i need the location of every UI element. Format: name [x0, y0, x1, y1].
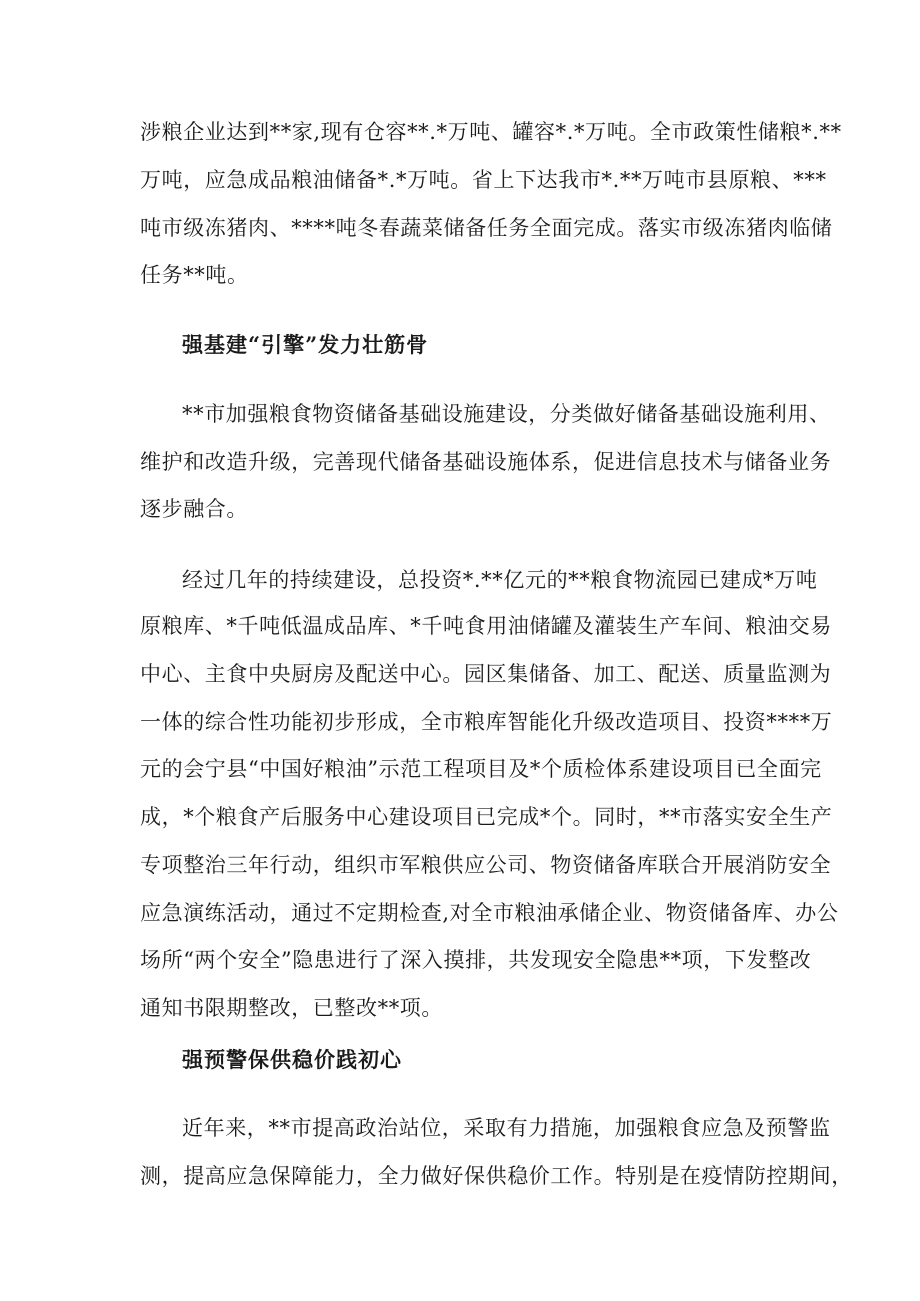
paragraph-1-line-2: 万吨，应急成品粮油储备*.*万吨。省上下达我市*.**万吨市县原粮、***: [140, 168, 827, 192]
paragraph-2-line-3: 逐步融合。: [140, 497, 248, 521]
paragraph-3-line-5: 元的会宁县“中国好粮油”示范工程项目及*个质检体系建设项目已全面完: [140, 757, 822, 781]
paragraph-1-line-3: 吨市级冻猪肉、****吨冬春蔬菜储备任务全面完成。落实市级冻猪肉临储: [140, 216, 833, 240]
paragraph-3-line-6: 成，*个粮食产后服务中心建设项目已完成*个。同时，**市落实安全生产: [140, 805, 833, 829]
paragraph-4-line-1: 近年来，**市提高政治站位，采取有力措施，加强粮食应急及预警监: [182, 1116, 831, 1140]
paragraph-2-line-2: 维护和改造升级，完善现代储备基础设施体系，促进信息技术与储备业务: [140, 450, 832, 474]
paragraph-3-line-4: 一体的综合性功能初步形成，全市粮库智能化升级改造项目、投资****万: [140, 710, 833, 734]
section-heading-early-warning: 强预警保供稳价践初心: [182, 1047, 402, 1072]
paragraph-3-line-8: 应急演练活动，通过不定期检查,对全市粮油承储企业、物资储备库、办公: [140, 901, 839, 925]
paragraph-3-line-2: 原粮库、*千吨低温成品库、*千吨食用油储罐及灌装生产车间、粮油交易: [140, 614, 832, 638]
paragraph-3-line-3: 中心、主食中央厨房及配送中心。园区集储备、加工、配送、质量监测为: [140, 662, 832, 686]
section-heading-infrastructure: 强基建“引擎”发力壮筋骨: [182, 332, 429, 357]
paragraph-1-line-1: 涉粮企业达到**家,现有仓容**.*万吨、罐容*.*万吨。全市政策性储粮*.**: [140, 120, 842, 144]
paragraph-3-line-7: 专项整治三年行动，组织市军粮供应公司、物资储备库联合开展消防安全: [140, 853, 832, 877]
paragraph-1-line-4: 任务**吨。: [140, 263, 249, 287]
paragraph-3-line-1: 经过几年的持续建设，总投资*.**亿元的**粮食物流园已建成*万吨: [182, 568, 818, 592]
paragraph-3-line-9: 场所“两个安全”隐患进行了深入摸排，共发现安全隐患**项，下发整改: [140, 948, 812, 972]
paragraph-4-line-2: 测，提高应急保障能力，全力做好保供稳价工作。特别是在疫情防控期间，: [140, 1164, 853, 1188]
paragraph-3-line-10: 通知书限期整改，已整改**项。: [140, 996, 443, 1020]
paragraph-2-line-1: **市加强粮食物资储备基础设施建设，分类做好储备基础设施利用、: [182, 402, 831, 426]
